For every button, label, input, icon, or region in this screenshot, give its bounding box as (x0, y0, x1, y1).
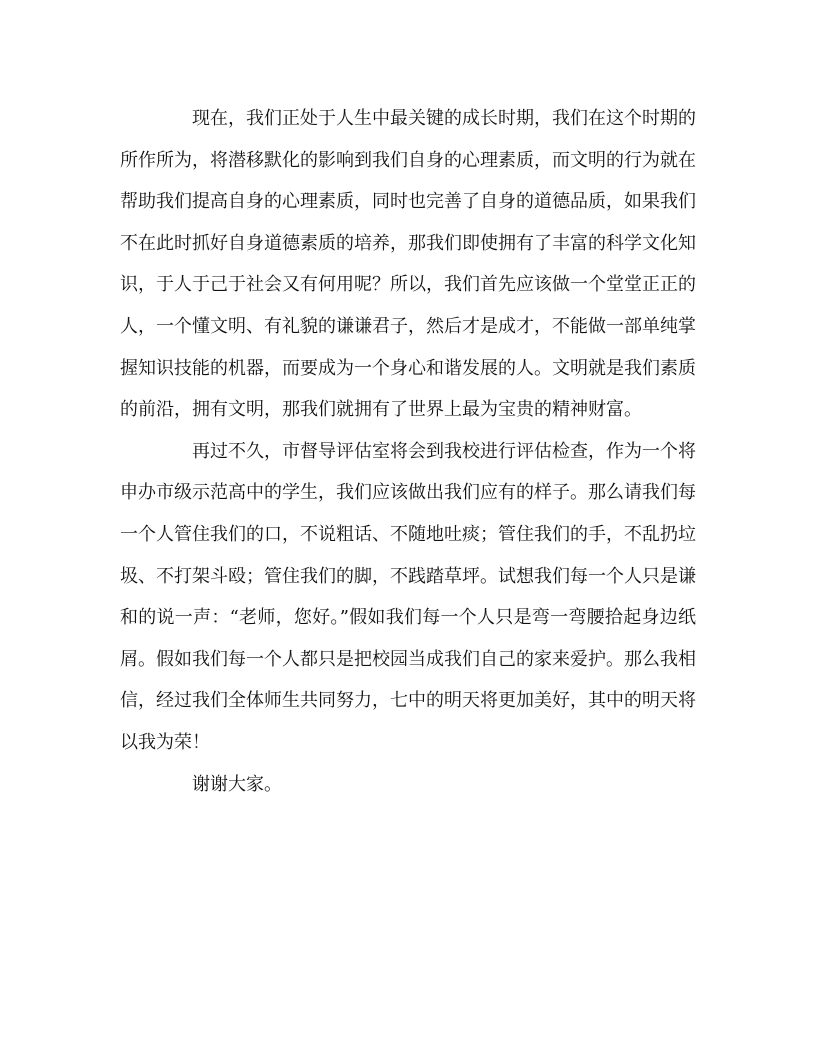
paragraph-civility: 现在，我们正处于人生中最关键的成长时期，我们在这个时期的所作所为，将潜移默化的影响到我们自身的心理素质，而文明的行为就在帮助我们提高自身的心理素质，同时也完善了自身的道德品质，如果我们不在此时抓好自身道德素质的培养，那我们即使拥有了丰富的科学文化知识，于人于己于社会又有何用呢？所以，我们首先应该做一个堂堂正正的人，一个懂文明、有礼貌的谦谦君子，然后才是成才，不能做一部单纯掌握知识技能的机器，而要成为一个身心和谐发展的人。文明就是我们素质的前沿，拥有文明，那我们就拥有了世界上最为宝贵的精神财富。 (120, 108, 696, 421)
document-body (120, 98, 696, 805)
paragraph-thanks: 谢谢大家。 (192, 773, 282, 795)
paragraph-evaluation: 再过不久，市督导评估室将会到我校进行评估检查，作为一个将申办市级示范高中的学生，我们应该做出我们应有的样子。那么请我们每一个人管住我们的口，不说粗话、不随地吐痰；管住我们的手，不乱扔垃圾、不打架斗殴；管住我们的脚，不践踏草坪。试想我们每一个人只是谦和的说一声：“老师，您好。”假如我们每一个人只是弯一弯腰拾起身边纸屑。假如我们每一个人都只是把校园当成我们自己的家来爱护。那么我相信，经过我们全体师生共同努力，七中的明天将更加美好，其中的明天将以我为荣！ (120, 440, 696, 753)
